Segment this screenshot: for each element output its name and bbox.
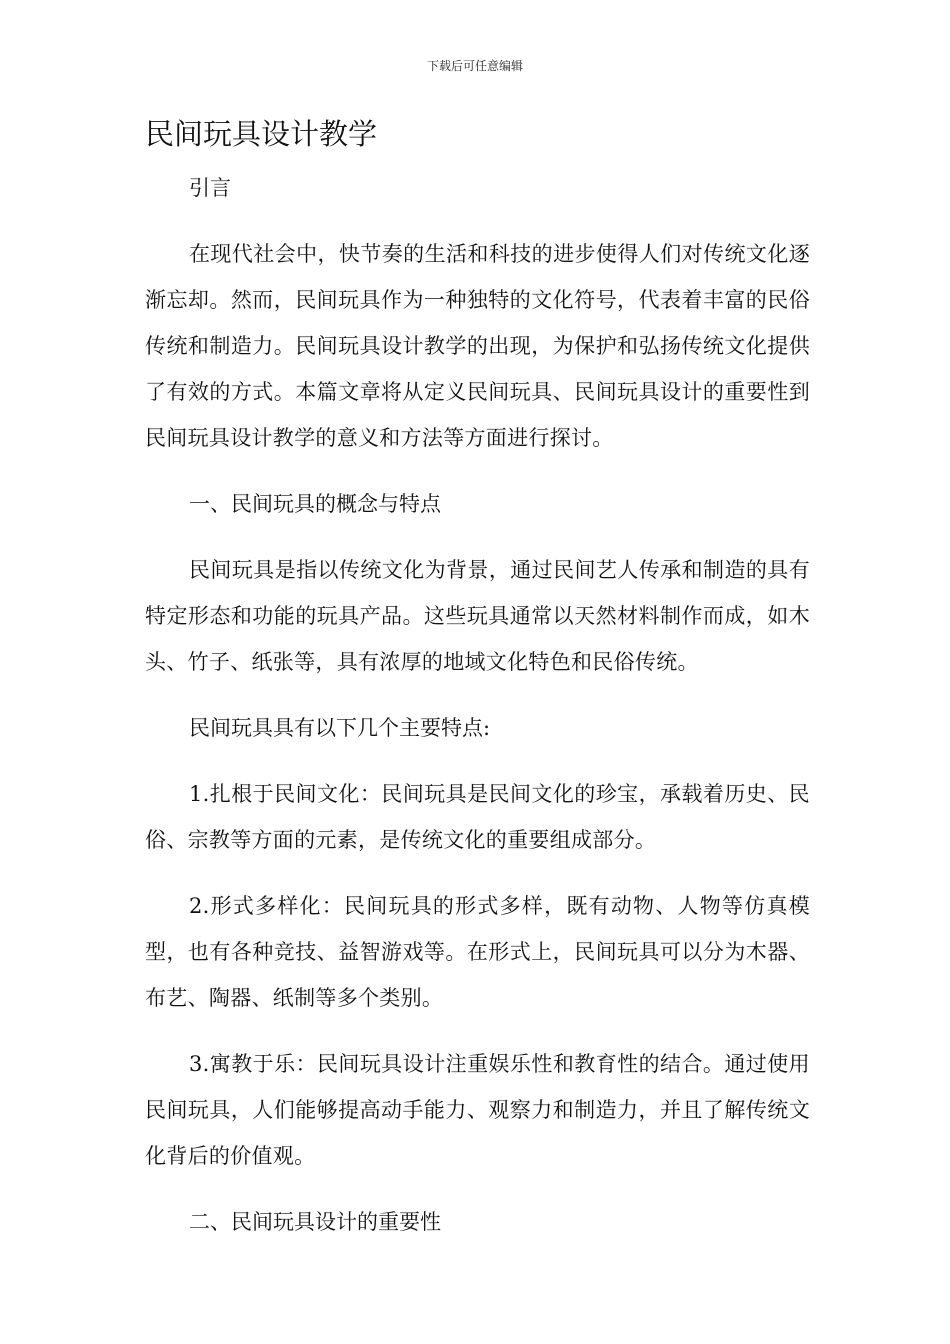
section2-heading: 二、民间玩具设计的重要性 — [189, 1210, 441, 1234]
feature-item-1: 1.扎根于民间文化：民间玩具是民间文化的珍宝，承载着历史、民俗、宗教等方面的元素，是传统文化的重要组成部分。 — [145, 782, 810, 852]
intro-heading: 引言 — [189, 176, 231, 200]
features-intro: 民间玩具具有以下几个主要特点: — [189, 716, 491, 740]
feature-item-3: 3.寓教于乐：民间玩具设计注重娱乐性和教育性的结合。通过使用民间玩具，人们能够提高动手能力、观察力和制造力，并且了解传统文化背后的价值观。 — [145, 1052, 810, 1168]
document-title: 民间玩具设计教学 — [145, 117, 378, 151]
section1-paragraph: 民间玩具是指以传统文化为背景，通过民间艺人传承和制造的具有特定形态和功能的玩具产品。这些玩具通常以天然材料制作而成，如木头、竹子、纸张等，具有浓厚的地域文化特色和民俗传统。 — [145, 558, 810, 674]
header-note: 下载后可任意编辑 — [426, 59, 523, 73]
feature-item-2: 2.形式多样化：民间玩具的形式多样，既有动物、人物等仿真模型，也有各种竞技、益智游戏等。在形式上，民间玩具可以分为木器、布艺、陶器、纸制等多个类别。 — [145, 894, 810, 1010]
intro-paragraph: 在现代社会中，快节奏的生活和科技的进步使得人们对传统文化逐渐忘却。然而，民间玩具作为一种独特的文化符号，代表着丰富的民俗传统和制造力。民间玩具设计教学的出现，为保护和弘扬传统文化提供了有效的方式。本篇文章将从定义民间玩具、民间玩具设计的重要性到民间玩具设计教学的意义和方法等方面进行探讨。 — [145, 242, 810, 450]
document-body — [145, 165, 810, 1265]
section1-heading: 一、民间玩具的概念与特点 — [189, 492, 441, 516]
